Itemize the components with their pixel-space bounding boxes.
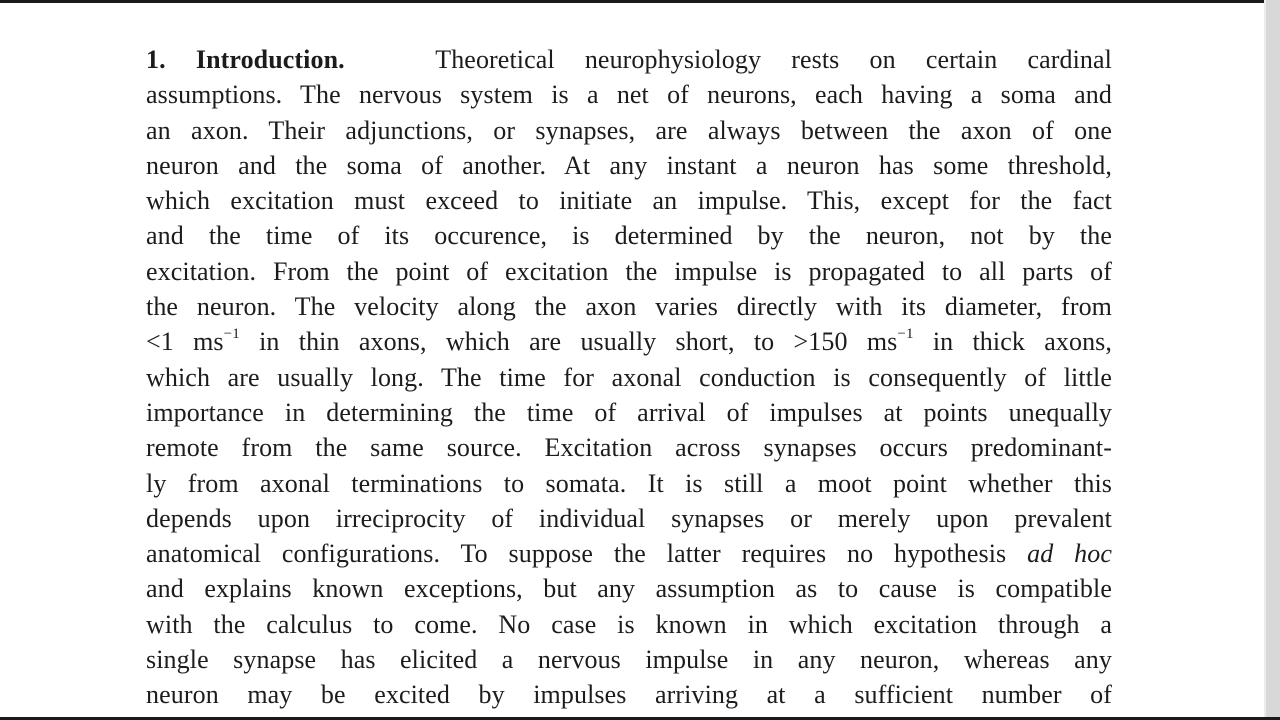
paragraph-line-11: importance in determining the time of arrival of impulses at points unequally — [146, 397, 1112, 427]
italic-term: ad hoc — [1027, 539, 1113, 569]
paragraph-line-7: excitation. From the point of excitation the impulse is propagated to all parts of — [146, 256, 1112, 286]
section-number: 1. — [146, 45, 166, 74]
superscript: −1 — [223, 326, 240, 343]
paragraph-line-18: single synapse has elicited a nervous impulse in any neuron, whereas any — [146, 645, 1112, 675]
line-text: <1 ms — [146, 327, 224, 357]
paragraph-line-10: which are usually long. The time for axonal conduction is consequently of little — [146, 362, 1112, 392]
paragraph-line-1 — [146, 42, 1112, 77]
line-text: in thin axons, which are usually short, to >150 ms — [239, 327, 898, 357]
paragraph-line-3: an axon. Their adjunctions, or synapses, are always between the axon of one — [146, 115, 1112, 145]
line-text: Theoretical neurophysiology rests on certain cardinal — [435, 45, 1112, 74]
paragraph-line-2: assumptions. The nervous system is a net of neurons, each having a soma and — [146, 80, 1112, 110]
superscript: −1 — [897, 326, 914, 343]
paragraph-line-6: and the time of its occurence, is determined by the neuron, not by the — [146, 221, 1112, 251]
paragraph-line-17: with the calculus to come. No case is known in which excitation through a — [146, 609, 1112, 639]
section-heading: Introduction. — [195, 45, 345, 74]
paragraph-line-8: the neuron. The velocity along the axon varies directly with its diameter, from — [146, 292, 1112, 322]
paragraph-line-15 — [146, 536, 1112, 571]
line-text: anatomical configurations. To suppose the latter requires no hypothesis — [146, 539, 1028, 569]
paragraph-line-9 — [146, 324, 1112, 359]
paragraph-line-12: remote from the same source. Excitation across synapses occurs predominant- — [146, 433, 1112, 463]
right-edge-bar — [1266, 0, 1280, 720]
top-border — [0, 0, 1280, 3]
paper-text-block — [146, 42, 1112, 713]
paragraph-line-5: which excitation must exceed to initiate an impulse. This, except for the fact — [146, 186, 1112, 216]
paragraph-line-13: ly from axonal terminations to somata. It is still a moot point whether this — [146, 468, 1112, 498]
paragraph-line-16: and explains known exceptions, but any assumption as to cause is compatible — [146, 574, 1112, 604]
paragraph-line-14: depends upon irreciprocity of individual synapses or merely upon prevalent — [146, 503, 1112, 533]
paragraph-line-4: neuron and the soma of another. At any instant a neuron has some threshold, — [146, 150, 1112, 180]
paragraph-line-19: neuron may be excited by impulses arriving at a sufficient number of — [146, 680, 1112, 710]
line-text: in thick axons, — [913, 327, 1112, 357]
